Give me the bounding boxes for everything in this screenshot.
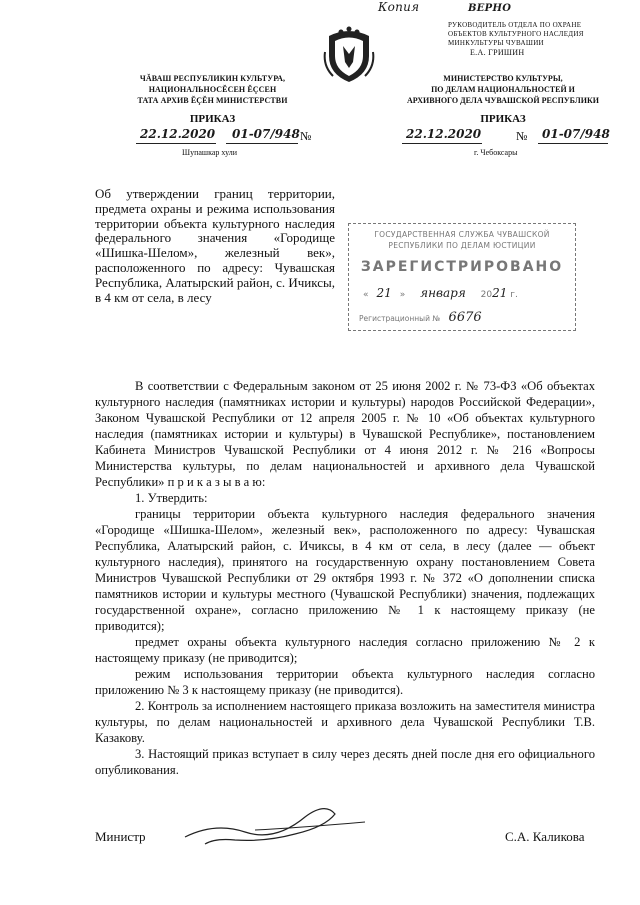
date-right: 22.12.2020 (406, 127, 482, 141)
approval-name: Е.А. ГРИШИН (470, 48, 525, 57)
reg-stamp-title: ЗАРЕГИСТРИРОВАНО (360, 259, 564, 275)
body-paragraph: 2. Контроль за исполнением настоящего приказа возложить на заместителя министра культуры, по делам национальностей и архивного дела Чувашской Республики Т.В. Казакову. (95, 699, 595, 745)
signatory-name: С.А. Каликова (505, 829, 585, 844)
number-left-line (226, 143, 298, 144)
number-right-line (538, 143, 608, 144)
body-paragraph: 3. Настоящий приказ вступает в силу через десять дней после дня его официального опубликования. (95, 747, 595, 777)
body-paragraph: границы территории объекта культурного наследия федерального значения «Городище «Шишка-Шелом», железный век», расположенного по адресу: Чувашская Республика, Алатырский район, с. Ичиксы, в 4 км от села, в лесу (далее — объект культурного наследия), принятого на государственную охрану постановлением Совета Министров Чувашской Республики от 29 октября 1993 г. № 372 «О дополнении списка памятников истории и культуры местного (Чувашской Республики) значения, подлежащих государственной охране», согласно приложению № 1 к настоящему приказу (не приводится); (95, 507, 595, 633)
number-sign-right: № (516, 129, 528, 143)
header-left-line: ЧĂВАШ РЕСПУБЛИКИН КУЛЬТУРА, (139, 74, 286, 83)
true-word: ВЕРНО (468, 3, 512, 14)
reg-stamp-line2: РЕСПУБЛИКИ ПО ДЕЛАМ ЮСТИЦИИ (388, 241, 536, 250)
header-left-line: ТАТА АРХИВ ĔÇĔН МИНИСТЕРСТВИ (137, 96, 288, 105)
header-left-line: НАЦИОНАЛЬНОСĔСЕН ĔÇСЕН (148, 85, 277, 94)
reg-stamp-line1: ГОСУДАРСТВЕННАЯ СЛУЖБА ЧУВАШСКОЙ (374, 230, 550, 239)
order-title-right: ПРИКАЗ (480, 113, 526, 125)
handwritten-signature (175, 792, 375, 857)
date-left-line (136, 143, 216, 144)
reg-number: 6676 (448, 310, 482, 325)
approval-line: РУКОВОДИТЕЛЬ ОТДЕЛА ПО ОХРАНЕ (448, 21, 582, 29)
city-left: Шупашкар хули (182, 148, 237, 157)
header-right-line: ПО ДЕЛАМ НАЦИОНАЛЬНОСТЕЙ И (431, 85, 575, 94)
body-paragraph: режим использования территории объекта культурного наследия согласно приложению № 3 к настоящему приказу (не приводится). (95, 667, 595, 697)
reg-year-prefix: 20 (480, 290, 493, 300)
reg-month: января (420, 286, 466, 300)
header-right-line: МИНИСТЕРСТВО КУЛЬТУРЫ, (443, 74, 563, 83)
reg-year-suffix: 21 (492, 286, 508, 300)
body-paragraph: 1. Утвердить: (135, 491, 208, 505)
order-title-left: ПРИКАЗ (189, 113, 236, 125)
reg-stamp-date: « 21 » января 2021 г. (363, 286, 518, 300)
reg-day: 21 (376, 286, 392, 300)
city-right: г. Чебоксары (474, 148, 518, 157)
document-body (95, 378, 595, 778)
document-subject: Об утверждении границ территории, предмета охраны и режима использования территории объекта культурного наследия федерального значения «Городище «Шишка-Шелом», железный век», расположенного по адресу: Чувашская Республика, Алатырский район, с. Ичиксы, в 4 км от села, в лесу (95, 186, 335, 305)
registration-stamp (348, 223, 576, 331)
number-left: 01-07/948 (232, 127, 300, 141)
number-sign-left: № (300, 129, 312, 143)
reg-number-row (359, 310, 482, 325)
approval-line: ОБЪЕКТОВ КУЛЬТУРНОГО НАСЛЕДИЯ (448, 30, 584, 38)
approval-stamp (378, 0, 608, 57)
reg-number-label: Регистрационный № (359, 314, 441, 323)
approval-line: МИНКУЛЬТУРЫ ЧУВАШИИ (448, 39, 544, 47)
reg-year-end: г. (510, 290, 518, 300)
date-left: 22.12.2020 (140, 127, 216, 141)
header-right (378, 73, 628, 106)
date-right-line (402, 143, 482, 144)
header-right-line: АРХИВНОГО ДЕЛА ЧУВАШСКОЙ РЕСПУБЛИКИ (407, 96, 599, 105)
body-paragraph: В соответствии с Федеральным законом от 25 июня 2002 г. № 73-ФЗ «Об объектах культурного наследия (памятниках истории и культуры) народов Российской Федерации», Законом Чувашской Республики от 12 апреля 2005 г. № 10 «Об объектах культурного наследия (памятниках истории и культуры) в Чувашской Республике», постановлением Кабинета Министров Чувашской Республики от 4 июня 2012 г. № 216 «Вопросы Министерства культуры, по делам национальностей и архивного дела Чувашской Республики» п р и к а з ы в а ю: (95, 379, 595, 489)
body-paragraph: предмет охраны объекта культурного наследия согласно приложению № 2 к настоящему приказу (не приводится); (95, 635, 595, 665)
header-left (110, 73, 315, 106)
coat-of-arms-emblem (323, 22, 375, 84)
signatory-position: Министр (95, 829, 146, 844)
number-right: 01-07/948 (542, 127, 610, 141)
copy-handwritten: Копия (378, 0, 420, 14)
